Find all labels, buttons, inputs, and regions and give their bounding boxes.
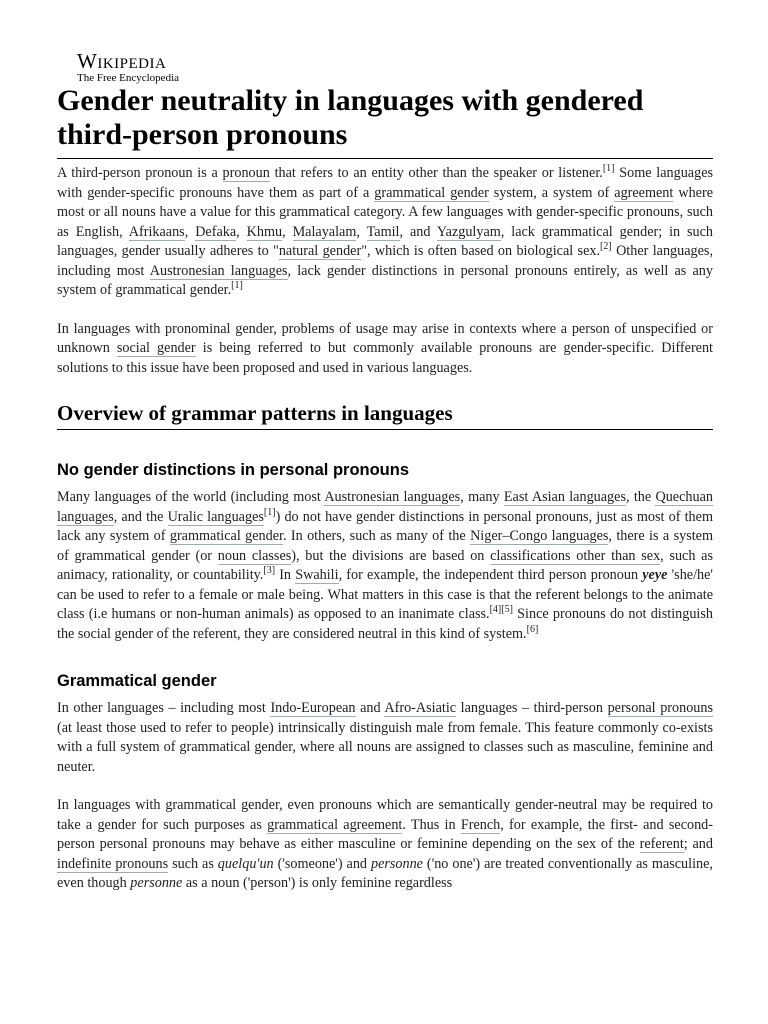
link-classifications-other-than-sex[interactable]: classifications other than sex xyxy=(490,547,661,564)
link-khmu[interactable]: Khmu xyxy=(246,223,283,240)
link-austronesian[interactable]: Austronesian languages xyxy=(324,489,461,505)
grammatical-gender-paragraph-2: In languages with grammatical gender, even pronouns which are semantically gender-neutral may be required to take a gender for such purposes as grammatical agreement. Thus in French, for example, the first- and second-person personal pronouns may behave as either masculine or feminine depending on the sex of the referent; and indefinite pronouns such as quelqu'un ('someone') and personne ('no one') are treated conventionally as masculine, even though personne as a noun ('person') is only feminine regardless xyxy=(57,797,713,891)
ref-1[interactable]: [1] xyxy=(602,163,615,174)
link-agreement[interactable]: agreement xyxy=(614,184,674,201)
link-referent[interactable]: referent xyxy=(639,836,684,852)
link-niger-congo-languages[interactable]: Niger–Congo languages xyxy=(470,528,609,544)
logo-wordmark: Wikipedia xyxy=(77,49,167,73)
section-heading-overview: Overview of grammar patterns in languages xyxy=(57,400,713,430)
link-indo-european[interactable]: Indo-European xyxy=(270,700,356,716)
link-grammatical-gender-2[interactable]: grammatical gender xyxy=(169,528,283,544)
page-title: Gender neutrality in languages with gendered third-person pronouns xyxy=(57,84,713,159)
wikipedia-logo[interactable] xyxy=(77,50,227,84)
link-east-asian-languages[interactable]: East Asian languages xyxy=(503,489,626,505)
link-natural-gender[interactable]: natural gender xyxy=(278,243,362,259)
grammatical-gender-paragraph-1: In other languages – including most Indo-European and Afro-Asiatic languages – third-person personal pronouns (at least those used to refer to people) intrinsically distinguish male from female. This feature commonly co-exists with a full system of grammatical gender, where all nouns are assigned to classes such as masculine, feminine and neuter. xyxy=(57,700,714,775)
link-grammatical-agreement[interactable]: grammatical agreement xyxy=(267,816,403,833)
link-malayalam[interactable]: Malayalam xyxy=(292,223,357,240)
link-tamil[interactable]: Tamil xyxy=(366,223,400,240)
subsection-heading-no-gender: No gender distinctions in personal pronouns xyxy=(57,461,410,479)
link-noun-classes[interactable]: noun classes xyxy=(217,547,292,564)
ref-1c[interactable]: [1] xyxy=(263,506,276,518)
ref-2[interactable]: [2] xyxy=(600,241,612,252)
ref-3[interactable]: [3] xyxy=(263,565,276,576)
term-personne: personne xyxy=(370,855,423,872)
link-french[interactable]: French xyxy=(460,816,501,833)
link-quechuan-languages[interactable]: Quechuan languages xyxy=(57,489,713,525)
article-body xyxy=(57,164,713,913)
logo-tagline: The Free Encyclopedia xyxy=(77,72,180,84)
ref-6[interactable]: [6] xyxy=(526,623,539,635)
link-personal-pronouns[interactable]: personal pronouns xyxy=(607,700,714,716)
ref-4[interactable]: [4] xyxy=(489,604,502,615)
link-social-gender[interactable]: social gender xyxy=(116,340,196,356)
no-gender-paragraph: Many languages of the world (including most Austronesian languages, many East Asian languages, the Quechuan languages, and the Uralic languages[1]) do not have gender distinctions in personal pronouns, just as most of them lack any system of grammatical gender. In others, such as many of the Niger–Congo languages, there is a system of grammatical gender (or noun classes), but the divisions are based on classifications other than sex, such as animacy, rationality, or countability.[3] In Swahili, for example, the independent third person pronoun yeye 'she/he' can be used to refer to a female or male being. What matters in this case is that the referent belongs to the animate class (i.e humans or non-human animals) as opposed to an inanimate class.[4][5] Since pronouns do not distinguish the social gender of the referent, they are considered neutral in this kind of system.[6] xyxy=(57,489,713,642)
link-indefinite-pronouns[interactable]: indefinite pronouns xyxy=(57,855,169,872)
term-yeye: yeye xyxy=(642,567,668,583)
ref-1b[interactable]: [1] xyxy=(231,280,243,291)
link-pronoun[interactable]: pronoun xyxy=(222,165,270,181)
link-swahili[interactable]: Swahili xyxy=(295,567,339,583)
term-personne-noun: personne xyxy=(130,875,183,891)
link-austronesian-languages[interactable]: Austronesian languages xyxy=(149,262,288,279)
link-grammatical-gender[interactable]: grammatical gender xyxy=(374,184,489,201)
link-defaka[interactable]: Defaka xyxy=(195,223,237,240)
link-afrikaans[interactable]: Afrikaans xyxy=(128,223,185,240)
link-afro-asiatic[interactable]: Afro-Asiatic xyxy=(384,700,457,716)
intro-paragraph-1: A third-person pronoun is a pronoun that refers to an entity other than the speaker or listener.[1] Some languages with gender-specific pronouns have them as part of a grammatical gender system, a system of agreement where most or all nouns have a value for this grammatical category. A few languages with gender-specific pronouns, such as English, Afrikaans, Defaka, Khmu, Malayalam, Tamil, and Yazgulyam, lack grammatical gender; in such languages, gender usually adheres to "natural gender", which is often based on biological sex.[2] Other languages, including most Austronesian languages, lack gender distinctions in personal pronouns entirely, as well as any system of grammatical gender.[1] xyxy=(57,163,714,298)
link-uralic-languages[interactable]: Uralic languages xyxy=(167,508,264,525)
term-quelquun: quelqu'un xyxy=(217,855,274,872)
link-yazgulyam[interactable]: Yazgulyam xyxy=(436,223,501,240)
ref-5[interactable]: [5] xyxy=(501,604,513,615)
subsection-heading-grammatical-gender: Grammatical gender xyxy=(57,672,217,690)
intro-paragraph-2: In languages with pronominal gender, problems of usage may arise in contexts where a person of unspecified or unknown social gender is being referred to but commonly available pronouns are gender-specific. Different solutions to this issue have been proposed and used in various languages. xyxy=(57,320,713,376)
